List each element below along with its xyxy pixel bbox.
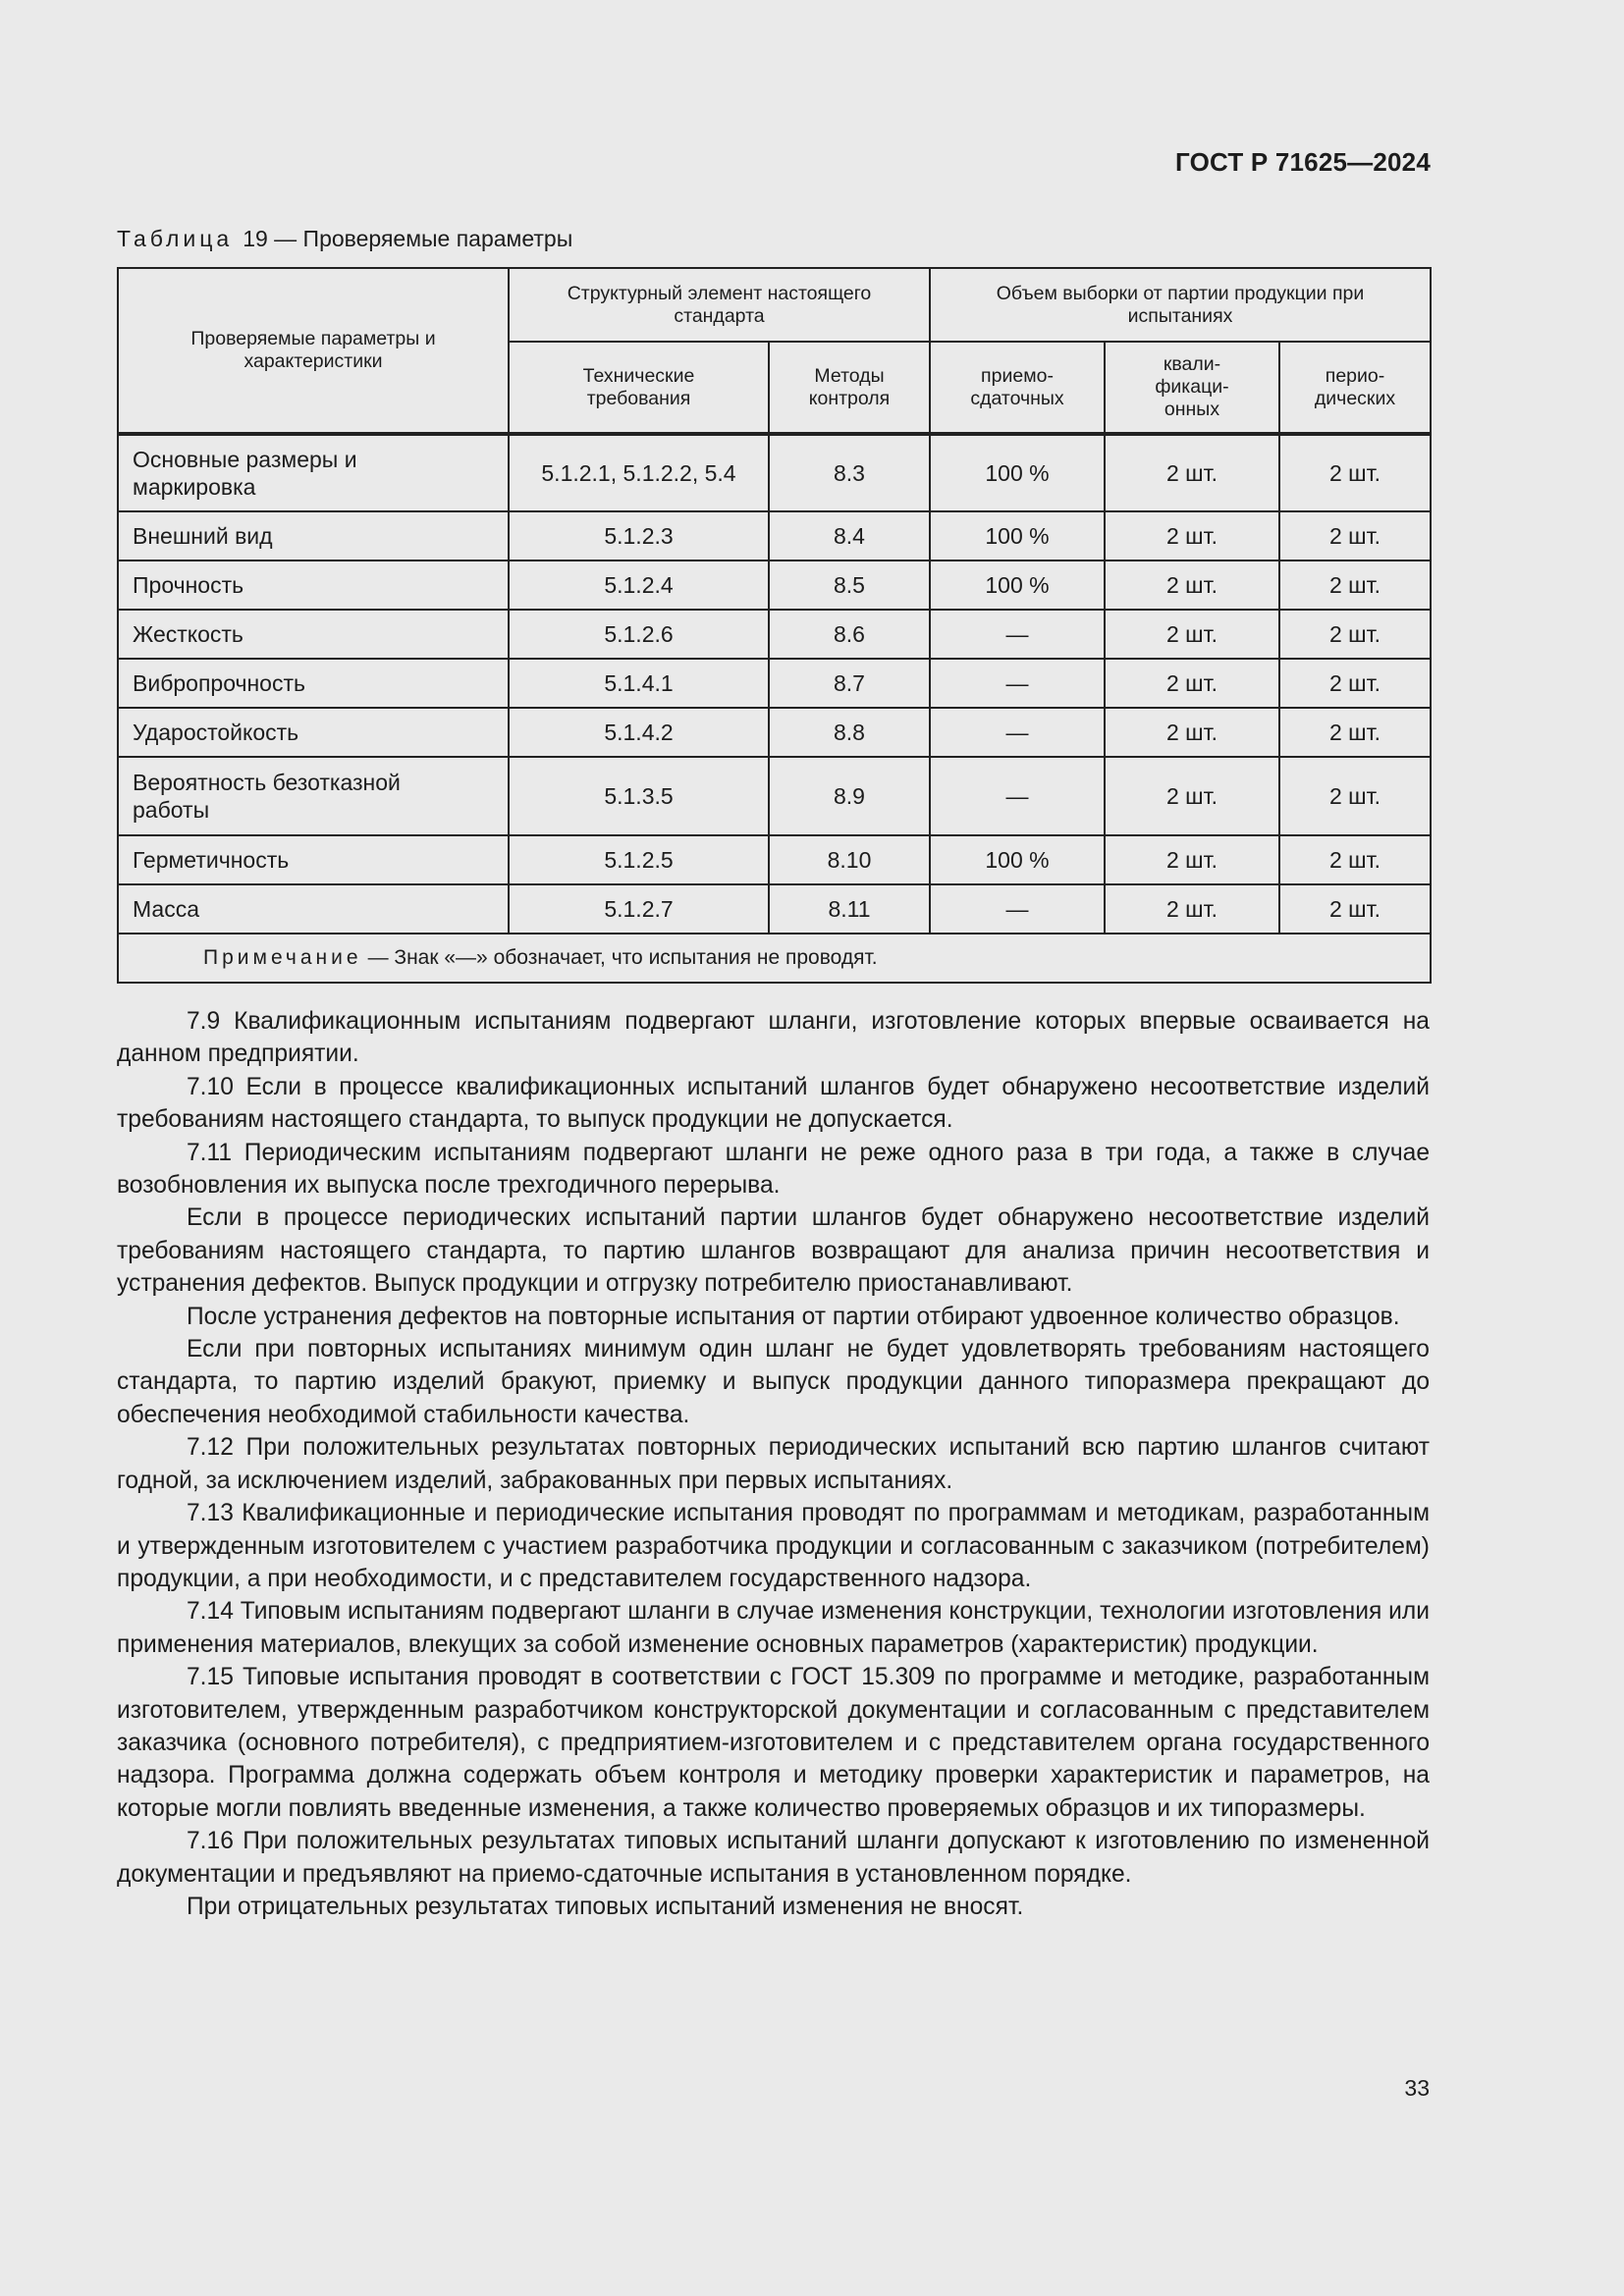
cell-acceptance: — <box>930 610 1105 659</box>
cell-technical-requirements: 5.1.2.5 <box>509 835 769 884</box>
paragraph: 7.11 Периодическим испытаниям подвергают шланги не реже одного раза в три года, а также в случае возобновления их выпуска после трехгодичного перерыва. <box>117 1139 1430 1200</box>
table-caption-prefix: Таблица <box>117 226 234 251</box>
header-qualification: квали-фикаци-онных <box>1105 342 1279 434</box>
cell-control-method: 8.3 <box>769 434 930 511</box>
table-row <box>118 434 1431 511</box>
table-row <box>118 835 1431 884</box>
cell-parameter-name: Ударостойкость <box>118 708 509 757</box>
cell-acceptance: — <box>930 659 1105 708</box>
header-control-methods: Методы контроля <box>769 342 930 434</box>
table-note-label: Примечание <box>203 946 362 969</box>
header-parameters: Проверяемые параметры и характеристики <box>118 268 509 434</box>
cell-qualification: 2 шт. <box>1105 757 1279 835</box>
cell-control-method: 8.8 <box>769 708 930 757</box>
table-note-row <box>118 934 1431 983</box>
table-row <box>118 708 1431 757</box>
cell-qualification: 2 шт. <box>1105 561 1279 610</box>
cell-qualification: 2 шт. <box>1105 610 1279 659</box>
cell-technical-requirements: 5.1.2.7 <box>509 884 769 934</box>
cell-acceptance: 100 % <box>930 434 1105 511</box>
cell-periodic: 2 шт. <box>1279 434 1431 511</box>
cell-parameter-name: Вибропрочность <box>118 659 509 708</box>
cell-control-method: 8.9 <box>769 757 930 835</box>
cell-periodic: 2 шт. <box>1279 757 1431 835</box>
cell-periodic: 2 шт. <box>1279 884 1431 934</box>
cell-periodic: 2 шт. <box>1279 659 1431 708</box>
cell-parameter-name: Жесткость <box>118 610 509 659</box>
cell-technical-requirements: 5.1.2.4 <box>509 561 769 610</box>
cell-periodic: 2 шт. <box>1279 561 1431 610</box>
table-row <box>118 757 1431 835</box>
cell-qualification: 2 шт. <box>1105 884 1279 934</box>
cell-control-method: 8.5 <box>769 561 930 610</box>
cell-control-method: 8.11 <box>769 884 930 934</box>
cell-periodic: 2 шт. <box>1279 708 1431 757</box>
cell-technical-requirements: 5.1.4.2 <box>509 708 769 757</box>
cell-technical-requirements: 5.1.2.1, 5.1.2.2, 5.4 <box>509 434 769 511</box>
cell-periodic: 2 шт. <box>1279 511 1431 561</box>
document-code: ГОСТ Р 71625—2024 <box>1175 147 1431 177</box>
page-number: 33 <box>1404 2075 1430 2101</box>
cell-acceptance: — <box>930 884 1105 934</box>
cell-technical-requirements: 5.1.4.1 <box>509 659 769 708</box>
paragraph: 7.9 Квалификационным испытаниям подвергают шланги, изготовление которых впервые осваивается на данном предприятии. <box>117 1008 1430 1068</box>
cell-acceptance: — <box>930 757 1105 835</box>
table-note <box>118 934 1431 983</box>
cell-qualification: 2 шт. <box>1105 434 1279 511</box>
cell-control-method: 8.4 <box>769 511 930 561</box>
header-acceptance: приемо-сдаточных <box>930 342 1105 434</box>
table-row <box>118 610 1431 659</box>
cell-control-method: 8.6 <box>769 610 930 659</box>
table-row <box>118 561 1431 610</box>
table-note-text: — Знак «—» обозначает, что испытания не проводят. <box>367 946 878 969</box>
paragraph: Если при повторных испытаниях минимум один шланг не будет удовлетворять требованиям настоящего стандарта, то партию изделий бракуют, приемку и выпуск продукции данного типоразмера прекращают до обеспечения необходимой стабильности качества. <box>117 1336 1430 1428</box>
cell-parameter-name: Прочность <box>118 561 509 610</box>
cell-parameter-name: Внешний вид <box>118 511 509 561</box>
cell-control-method: 8.7 <box>769 659 930 708</box>
cell-periodic: 2 шт. <box>1279 610 1431 659</box>
paragraph: 7.15 Типовые испытания проводят в соответствии с ГОСТ 15.309 по программе и методике, разработанным изготовителем, утвержденным разработчиком конструкторской документации и согласованным с представителем заказчика (основного потребителя), с предприятием-изготовителем и с представителем органа государственного надзора. Программа должна содержать объем контроля и методику проверки характеристик и параметров, на которые могли повлиять введенные изменения, а также количество проверяемых образцов и их типоразмеры. <box>117 1664 1430 1822</box>
cell-technical-requirements: 5.1.3.5 <box>509 757 769 835</box>
table-caption-text: 19 — Проверяемые параметры <box>243 226 573 251</box>
cell-parameter-name: Вероятность безотказной работы <box>118 757 509 835</box>
cell-qualification: 2 шт. <box>1105 511 1279 561</box>
paragraph: 7.16 При положительных результатах типовых испытаний шланги допускают к изготовлению по измененной документации и предъявляют на приемо-сдаточные испытания в установленном порядке. <box>117 1828 1430 1888</box>
paragraph: Если в процессе периодических испытаний партии шлангов будет обнаружено несоответствие изделий требованиям настоящего стандарта, то партию шлангов возвращают для анализа причин несоответствия и устранения дефектов. Выпуск продукции и отгрузку потребителю приостанавливают. <box>117 1204 1430 1298</box>
cell-acceptance: — <box>930 708 1105 757</box>
cell-qualification: 2 шт. <box>1105 835 1279 884</box>
parameters-table <box>117 267 1432 984</box>
cell-qualification: 2 шт. <box>1105 708 1279 757</box>
cell-acceptance: 100 % <box>930 561 1105 610</box>
cell-parameter-name: Основные размеры и маркировка <box>118 434 509 511</box>
cell-technical-requirements: 5.1.2.6 <box>509 610 769 659</box>
paragraph: 7.12 При положительных результатах повторных периодических испытаний всю партию шлангов считают годной, за исключением изделий, забракованных при первых испытаниях. <box>117 1434 1430 1494</box>
header-sample-volume: Объем выборки от партии продукции при испытаниях <box>930 268 1431 342</box>
table-row <box>118 511 1431 561</box>
paragraph: 7.14 Типовым испытаниям подвергают шланги в случае изменения конструкции, технологии изготовления или применения материалов, влекущих за собой изменение основных параметров (характеристик) продукции. <box>117 1598 1430 1658</box>
cell-acceptance: 100 % <box>930 511 1105 561</box>
body-text <box>117 1005 1430 1923</box>
header-structural-element: Структурный элемент настоящего стандарта <box>509 268 930 342</box>
cell-control-method: 8.10 <box>769 835 930 884</box>
table-caption <box>117 226 572 252</box>
cell-parameter-name: Герметичность <box>118 835 509 884</box>
header-periodic: перио-дических <box>1279 342 1431 434</box>
table-row <box>118 884 1431 934</box>
table-row <box>118 659 1431 708</box>
paragraph: После устранения дефектов на повторные испытания от партии отбирают удвоенное количество образцов. <box>187 1303 1400 1330</box>
cell-periodic: 2 шт. <box>1279 835 1431 884</box>
cell-acceptance: 100 % <box>930 835 1105 884</box>
cell-qualification: 2 шт. <box>1105 659 1279 708</box>
cell-parameter-name: Масса <box>118 884 509 934</box>
paragraph: 7.13 Квалификационные и периодические испытания проводят по программам и методикам, разработанным и утвержденным изготовителем с участием разработчика продукции и согласованным с заказчиком (потребителем) продукции, а при необходимости, и с представителем государственного надзора. <box>117 1500 1430 1592</box>
cell-technical-requirements: 5.1.2.3 <box>509 511 769 561</box>
paragraph: 7.10 Если в процессе квалификационных испытаний шлангов будет обнаружено несоответствие изделий требованиям настоящего стандарта, то выпуск продукции не допускается. <box>117 1073 1430 1134</box>
paragraph: При отрицательных результатах типовых испытаний изменения не вносят. <box>187 1893 1024 1920</box>
header-technical-requirements: Технические требования <box>509 342 769 434</box>
